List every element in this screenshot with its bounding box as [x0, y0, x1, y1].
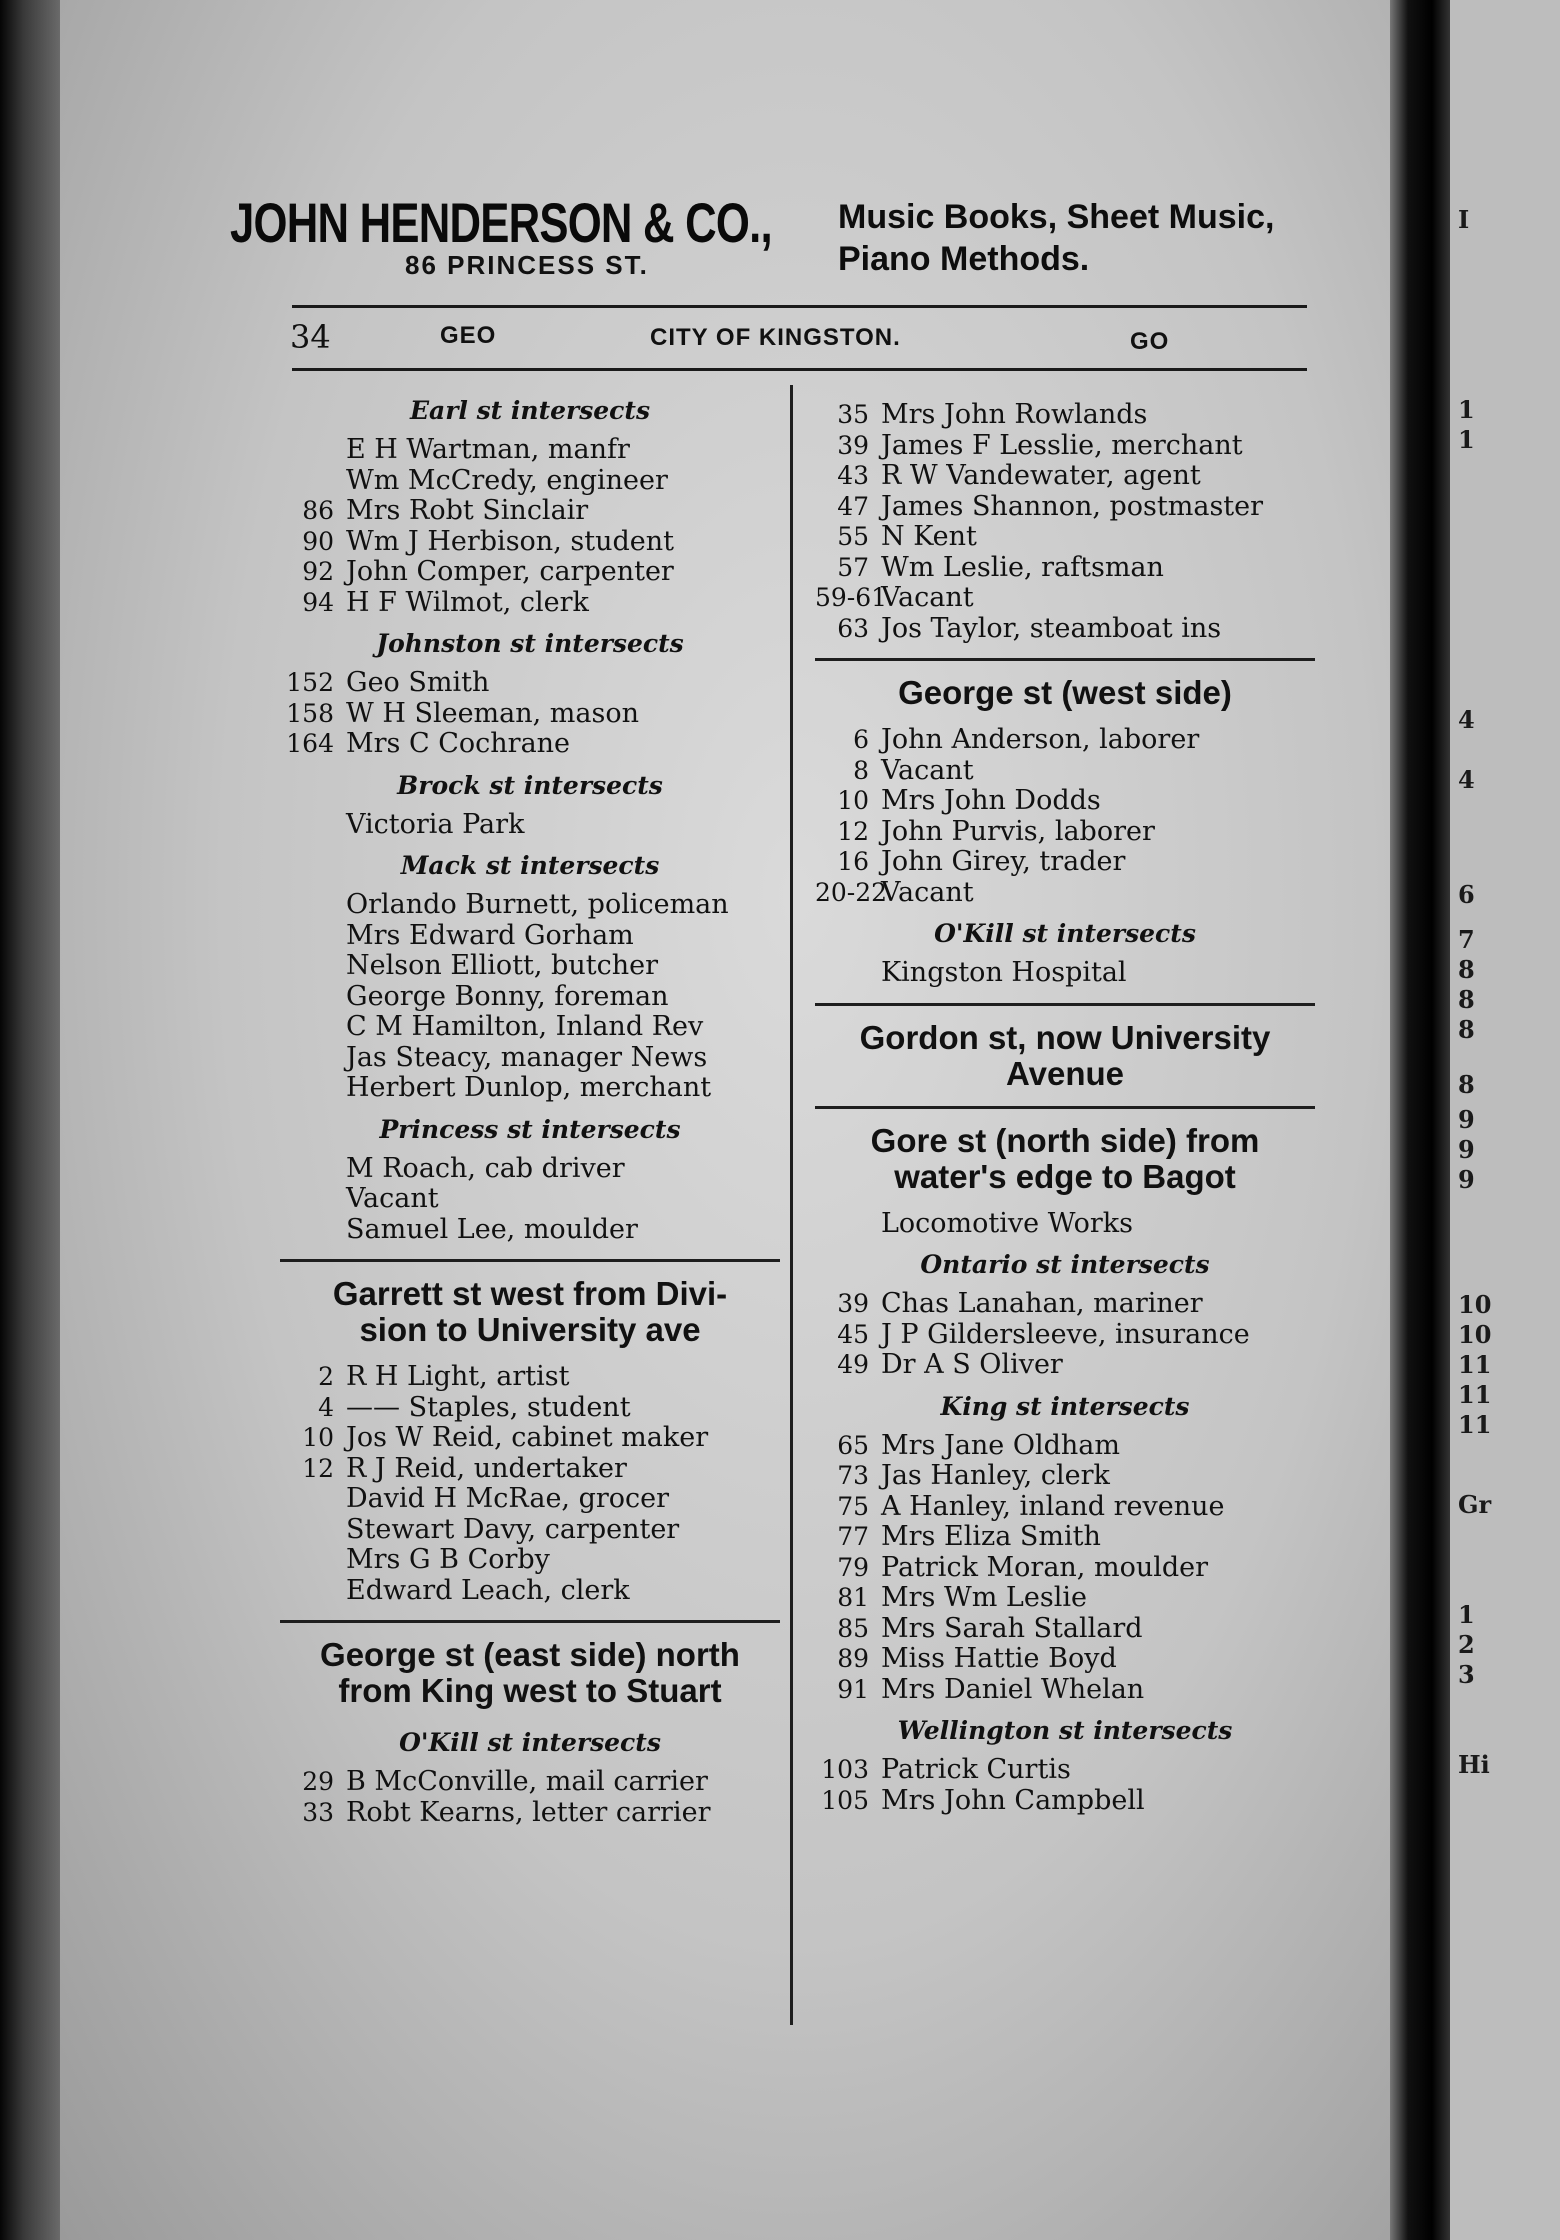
resident-name: John Purvis, laborer	[881, 815, 1155, 847]
resident-name: Mrs John Dodds	[881, 785, 1101, 816]
entry-list	[815, 400, 1315, 644]
resident-name: J P Gildersleeve, insurance	[881, 1318, 1250, 1350]
resident-name: Jas Steacy, manager News	[346, 1041, 708, 1073]
entry-list	[815, 1209, 1315, 1240]
directory-entry	[280, 1798, 780, 1829]
house-number: 90	[302, 526, 334, 556]
resident-name: Herbert Dunlop, merchant	[346, 1072, 712, 1103]
resident-name: Mrs G B Corby	[346, 1544, 550, 1575]
next-page-fragment: 11	[1458, 1410, 1492, 1439]
directory-entry	[280, 1454, 780, 1485]
entry-list	[280, 810, 780, 841]
company-address: 86 PRINCESS ST.	[405, 250, 649, 280]
street-heading	[815, 1123, 1315, 1195]
directory-entry	[280, 588, 780, 619]
next-page-fragment: 11	[1458, 1380, 1492, 1409]
directory-entry	[815, 400, 1315, 431]
directory-entry	[815, 1675, 1315, 1706]
directory-entry	[815, 878, 1315, 909]
directory-entry	[815, 1755, 1315, 1786]
directory-entry	[815, 461, 1315, 492]
directory-entry	[280, 1393, 780, 1424]
directory-entry	[815, 614, 1315, 645]
street-heading-line: Gordon st, now University	[859, 1018, 1271, 1056]
directory-entry	[280, 1043, 780, 1074]
house-number: 39	[837, 1289, 869, 1318]
directory-entry	[815, 1461, 1315, 1492]
entry-list	[280, 890, 780, 1104]
resident-name: W H Sleeman, mason	[346, 697, 640, 729]
directory-entry	[815, 431, 1315, 462]
intersection-heading: O'Kill st intersects	[934, 919, 1196, 948]
house-number: 10	[302, 1423, 334, 1452]
resident-name: Wm Leslie, raftsman	[881, 551, 1164, 583]
resident-name: Vacant	[881, 582, 974, 613]
next-page-fragment: 7	[1458, 925, 1475, 954]
house-number: 57	[837, 552, 869, 582]
entry-list	[815, 725, 1315, 908]
resident-name: R H Light, artist	[346, 1361, 570, 1392]
resident-name: James Shannon, postmaster	[881, 490, 1264, 522]
page-number: 34	[290, 318, 331, 356]
directory-entry	[280, 527, 780, 558]
resident-name: Wm McCredy, engineer	[346, 464, 668, 496]
street-heading-line: sion to University ave	[359, 1311, 701, 1348]
house-number: 8	[853, 755, 869, 785]
directory-entry	[280, 1545, 780, 1576]
directory-entry	[280, 1423, 780, 1454]
ad-line-1: Music Books, Sheet Music,	[838, 198, 1275, 236]
directory-entry	[815, 583, 1315, 614]
house-number: 81	[837, 1583, 869, 1612]
company-name: JOHN HENDERSON & CO.,	[230, 191, 772, 254]
resident-name: Mrs Sarah Stallard	[881, 1612, 1143, 1644]
resident-name: Stewart Davy, carpenter	[346, 1513, 680, 1545]
next-page-fragment: Gr	[1458, 1490, 1492, 1519]
street-heading-line: water's edge to Bagot	[894, 1157, 1236, 1195]
resident-name: C M Hamilton, Inland Rev	[346, 1011, 704, 1042]
directory-entry	[280, 1012, 780, 1043]
resident-name: Patrick Curtis	[881, 1754, 1071, 1785]
directory-entry	[815, 1553, 1315, 1584]
next-page-fragment: 1	[1458, 425, 1475, 454]
directory-entry	[280, 951, 780, 982]
section-rule	[280, 1620, 780, 1623]
intersection-heading: Ontario st intersects	[920, 1250, 1210, 1279]
house-number: 59-61	[815, 583, 888, 612]
directory-entry	[280, 496, 780, 527]
street-heading-line: George st (west side)	[898, 674, 1232, 711]
book-gutter	[1390, 0, 1450, 2240]
directory-entry	[815, 1431, 1315, 1462]
next-page-fragment: 10	[1458, 1290, 1492, 1319]
resident-name: David H McRae, grocer	[346, 1483, 670, 1514]
street-heading-line: Garrett st west from Divi-	[332, 1275, 728, 1312]
entry-list	[815, 1755, 1315, 1816]
intersection-heading: Johnston st intersects	[376, 629, 684, 658]
house-number: 55	[837, 522, 869, 551]
next-page-fragment: 4	[1458, 765, 1475, 794]
directory-entry	[280, 1767, 780, 1798]
directory-entry	[280, 1154, 780, 1185]
resident-name: Nelson Elliott, butcher	[346, 950, 658, 981]
resident-name: Miss Hattie Boyd	[881, 1643, 1117, 1674]
resident-name: Victoria Park	[346, 808, 525, 840]
entry-list	[815, 1431, 1315, 1706]
house-number: 47	[837, 491, 869, 521]
directory-entry	[815, 1644, 1315, 1675]
next-page-fragment: 8	[1458, 985, 1475, 1014]
entry-list	[280, 1767, 780, 1828]
resident-name: A Hanley, inland revenue	[881, 1490, 1225, 1522]
intersection-heading: Earl st intersects	[409, 396, 651, 425]
directory-entry	[280, 890, 780, 921]
entry-list	[280, 1362, 780, 1606]
directory-entry	[280, 1184, 780, 1215]
directory-entry	[815, 1320, 1315, 1351]
street-heading-line: Gore st (north side) from	[870, 1121, 1260, 1159]
house-number: 152	[286, 668, 334, 697]
directory-entry	[280, 699, 780, 730]
entry-list	[280, 668, 780, 760]
directory-entry	[815, 725, 1315, 756]
resident-name: Orlando Burnett, policeman	[346, 889, 729, 920]
binding-edge	[0, 0, 60, 2240]
running-head-left-key: GEO	[440, 322, 497, 349]
resident-name: Dr A S Oliver	[881, 1349, 1063, 1380]
resident-name: Wm J Herbison, student	[346, 525, 674, 557]
next-page-fragment: Hi	[1458, 1750, 1490, 1779]
house-number: 45	[837, 1319, 869, 1349]
house-number: 65	[837, 1430, 869, 1460]
resident-name: George Bonny, foreman	[346, 980, 669, 1012]
resident-name: Mrs Edward Gorham	[346, 919, 634, 951]
directory-entry	[815, 522, 1315, 553]
next-page-fragment: 9	[1458, 1135, 1475, 1164]
resident-name: Jos Taylor, steamboat ins	[881, 612, 1222, 644]
section-rule	[815, 658, 1315, 661]
house-number: 35	[837, 400, 869, 429]
running-head-right-key: GO	[1130, 328, 1170, 355]
right-column	[815, 400, 1315, 1816]
house-number: 79	[837, 1552, 869, 1582]
section-rule	[280, 1259, 780, 1262]
directory-entry	[280, 921, 780, 952]
resident-name: Chas Lanahan, mariner	[881, 1288, 1203, 1319]
resident-name: —— Staples, student	[346, 1391, 631, 1423]
resident-name: John Girey, trader	[881, 846, 1126, 877]
house-number: 63	[837, 613, 869, 643]
resident-name: Mrs Jane Oldham	[881, 1429, 1121, 1461]
next-page-fragment: 6	[1458, 880, 1475, 909]
directory-entry	[815, 553, 1315, 584]
house-number: 77	[837, 1522, 869, 1551]
directory-entry	[280, 810, 780, 841]
running-head	[290, 318, 1310, 358]
resident-name: Jos W Reid, cabinet maker	[346, 1422, 709, 1453]
left-column	[280, 385, 780, 1828]
entry-list	[280, 1154, 780, 1246]
street-heading-line: George st (east side) north	[320, 1636, 740, 1673]
resident-name: Mrs C Cochrane	[346, 728, 571, 759]
resident-name: Mrs John Campbell	[881, 1784, 1145, 1816]
resident-name: Vacant	[881, 876, 974, 908]
resident-name: E H Wartman, manfr	[346, 434, 630, 465]
directory-entry	[280, 1215, 780, 1246]
header-rule-bottom	[292, 368, 1307, 371]
next-page-fragment: 8	[1458, 1015, 1475, 1044]
resident-name: M Roach, cab driver	[346, 1152, 625, 1184]
directory-entry	[280, 729, 780, 760]
directory-entry	[815, 1289, 1315, 1320]
house-number: 16	[837, 847, 869, 876]
street-heading	[280, 1637, 780, 1709]
intersection-heading: Brock st intersects	[397, 770, 663, 800]
directory-entry	[815, 1350, 1315, 1381]
resident-name: Samuel Lee, moulder	[346, 1213, 638, 1245]
directory-entry	[815, 1786, 1315, 1817]
house-number: 89	[837, 1644, 869, 1673]
house-number: 12	[302, 1453, 334, 1483]
street-heading-line: from King west to Stuart	[338, 1672, 722, 1709]
resident-name: Jas Hanley, clerk	[881, 1460, 1110, 1491]
resident-name: R J Reid, undertaker	[346, 1452, 627, 1484]
section-rule	[815, 1003, 1315, 1006]
ad-line-2: Piano Methods.	[838, 240, 1090, 278]
directory-entry	[815, 847, 1315, 878]
entry-list	[815, 958, 1315, 989]
next-page-fragment: 9	[1458, 1105, 1475, 1134]
directory-entry	[280, 1073, 780, 1104]
intersection-heading: O'Kill st intersects	[399, 1728, 661, 1757]
directory-entry	[280, 1576, 780, 1607]
resident-name: Vacant	[881, 754, 974, 786]
house-number: 2	[318, 1362, 334, 1391]
resident-name: N Kent	[881, 521, 977, 552]
resident-name: Mrs Robt Sinclair	[346, 495, 589, 526]
header-rule-top	[292, 305, 1307, 308]
resident-name: Mrs Wm Leslie	[881, 1582, 1087, 1613]
directory-entry	[815, 1209, 1315, 1240]
directory-entry	[815, 786, 1315, 817]
street-heading	[815, 675, 1315, 711]
directory-entry	[815, 1614, 1315, 1645]
directory-entry	[815, 1522, 1315, 1553]
street-heading	[815, 1020, 1315, 1092]
house-number: 20-22	[815, 877, 888, 907]
house-number: 12	[837, 816, 869, 846]
resident-name: H F Wilmot, clerk	[346, 586, 589, 618]
next-page-fragment: 3	[1458, 1660, 1475, 1689]
directory-entry	[280, 1484, 780, 1515]
directory-entry	[280, 435, 780, 466]
house-number: 86	[302, 496, 334, 525]
resident-name: Vacant	[346, 1183, 439, 1214]
next-page-fragment: 11	[1458, 1350, 1492, 1379]
next-page-fragment: 1	[1458, 395, 1475, 424]
resident-name: John Anderson, laborer	[881, 724, 1200, 755]
next-page-fragment: 10	[1458, 1320, 1492, 1349]
house-number: 49	[837, 1350, 869, 1379]
resident-name: R W Vandewater, agent	[881, 460, 1201, 491]
directory-entry	[280, 668, 780, 699]
resident-name: Mrs Eliza Smith	[881, 1521, 1101, 1552]
resident-name: Mrs John Rowlands	[881, 399, 1148, 430]
resident-name: Locomotive Works	[881, 1207, 1134, 1239]
house-number: 43	[837, 461, 869, 490]
next-page-fragment: 2	[1458, 1630, 1475, 1659]
entry-list	[815, 1289, 1315, 1381]
house-number: 94	[302, 587, 334, 617]
next-page-fragment: 1	[1458, 1600, 1475, 1629]
directory-entry	[280, 982, 780, 1013]
house-number: 6	[853, 725, 869, 754]
next-page-edge	[1450, 0, 1560, 2240]
resident-name: Kingston Hospital	[881, 957, 1127, 988]
street-heading-line: Avenue	[1006, 1054, 1124, 1092]
intersection-heading: King st intersects	[940, 1391, 1190, 1421]
resident-name: Edward Leach, clerk	[346, 1574, 630, 1606]
resident-name: B McConville, mail carrier	[346, 1766, 708, 1797]
house-number: 75	[837, 1491, 869, 1521]
intersection-heading: Mack st intersects	[400, 851, 660, 880]
resident-name: Robt Kearns, letter carrier	[346, 1796, 711, 1828]
directory-entry	[280, 1515, 780, 1546]
house-number: 73	[837, 1461, 869, 1490]
directory-entry	[815, 817, 1315, 848]
resident-name: Mrs Daniel Whelan	[881, 1673, 1145, 1705]
street-heading	[280, 1276, 780, 1348]
directory-entry	[815, 958, 1315, 989]
house-number: 92	[302, 557, 334, 586]
running-head-title: CITY OF KINGSTON.	[650, 324, 901, 351]
resident-name: Geo Smith	[346, 667, 490, 698]
house-number: 105	[821, 1785, 869, 1815]
page-header-ad	[230, 190, 1330, 300]
entry-list	[280, 435, 780, 618]
next-page-fragment: 4	[1458, 705, 1475, 734]
house-number: 10	[837, 786, 869, 815]
section-rule	[815, 1106, 1315, 1109]
directory-entry	[815, 1492, 1315, 1523]
house-number: 91	[837, 1674, 869, 1704]
directory-entry	[815, 756, 1315, 787]
directory-entry	[280, 466, 780, 497]
house-number: 4	[318, 1392, 334, 1422]
house-number: 164	[286, 729, 334, 758]
directory-entry	[280, 1362, 780, 1393]
next-page-fragment: 8	[1458, 1070, 1475, 1099]
house-number: 39	[837, 430, 869, 460]
resident-name: John Comper, carpenter	[346, 556, 674, 587]
column-divider	[790, 385, 793, 2025]
house-number: 29	[302, 1767, 334, 1796]
intersection-heading: Princess st intersects	[379, 1114, 681, 1144]
next-page-fragment: I	[1458, 205, 1470, 234]
next-page-fragment: 9	[1458, 1165, 1475, 1194]
house-number: 158	[286, 698, 334, 728]
directory-entry	[815, 492, 1315, 523]
house-number: 33	[302, 1797, 334, 1827]
directory-entry	[815, 1583, 1315, 1614]
house-number: 103	[821, 1755, 869, 1784]
resident-name: Patrick Moran, moulder	[881, 1551, 1209, 1583]
house-number: 85	[837, 1613, 869, 1643]
directory-entry	[280, 557, 780, 588]
resident-name: James F Lesslie, merchant	[881, 429, 1243, 461]
next-page-fragment: 8	[1458, 955, 1475, 984]
intersection-heading: Wellington st intersects	[897, 1716, 1233, 1745]
